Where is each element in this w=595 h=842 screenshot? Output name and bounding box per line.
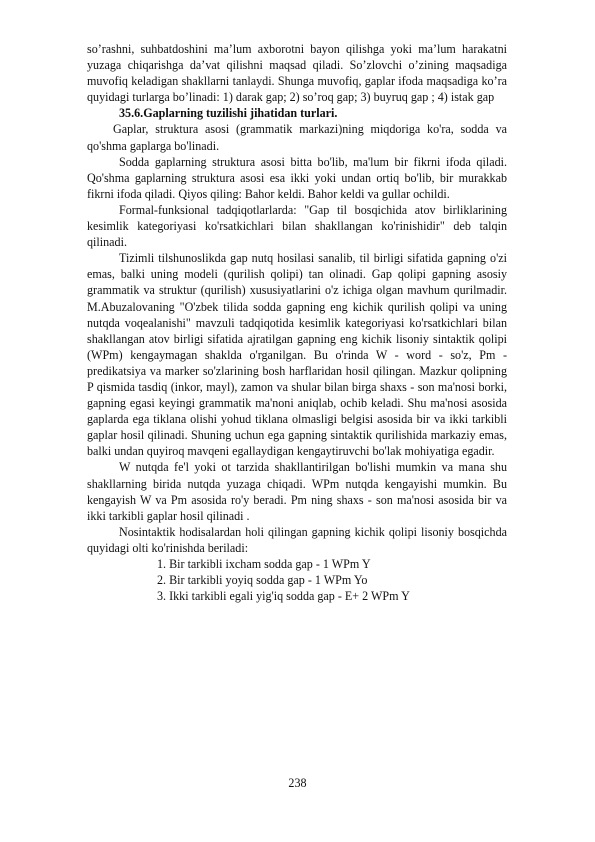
paragraph-gaplar: Gaplar, struktura asosi (grammatik markazi)ning miqdoriga ko'ra, sodda va qo'shma gaplarga bo'linadi.: [87, 122, 507, 153]
paragraph-intro: so’rashni, suhbatdoshini ma’lum axborotni bayon qilishga yoki ma’lum harakatni yuzaga chiqarishga da’vat qilishni maqsad qiladi. So’zlovchi o’zining maqsadiga muvofiq keladigan shakllarni tanlaydi. Shunga muvofiq, gaplar ifoda maqsadiga ko’ra quyidagi turlarga bo’linadi: 1) darak gap; 2) so’roq gap; 3) buyruq gap ; 4) istak gap: [87, 42, 507, 105]
list-item: 3. Ikki tarkibli egali yig'iq sodda gap - E+ 2 WPm Y: [157, 589, 410, 604]
paragraph-tizimli: Tizimli tilshunoslikda gap nutq hosilasi sanalib, til birligi sifatida gapning o'zi emas, balki uning modeli (qurilish qolipi) tan olinadi. Gap qolipi gapning asosiy grammatik va struktur (qurilish) xususiyatlarini o'z ichiga olgan mavhum qurilmadir. M.Abuzalovaning "O'zbek tilida sodda gapning eng kichik qurilish qolipi va uning nutqda voqealanishi" mavzuli tadqiqotida kesimlik kategoriyasi ko'rsatkichlari bilan shakllangan atov birligi sifatida ajratilgan gapning eng kichik lisoniy sintaktik qolipi (WPm) kengaymagan shaklda o'rganilgan. Bu o'rinda W - word - so'z, Pm - predikatsiya va marker so'zlarining bosh harflaridan hosil qilingan. Mazkur qolipning P qismida tasdiq (inkor, mayl), zamon va shular bilan birga shaxs - son ma'nosi borki, gapning egasi keyingi grammatik ma'noni aniqlab, ochib keladi. Shu ma'nosi asosida gaplarda ega tiklana olishi yohud tiklana olmasligi belgisi asosida bir va ikki tarkibli gaplar hosil qilinadi. Shuning uchun ega gapning sintaktik qurilishida markaziy emas, balki undan quyiroq mavqeni egallaydigan kengaytiruvchi bo'lak mohiyatiga egadir.: [87, 251, 507, 459]
list-item: 1. Bir tarkibli ixcham sodda gap - 1 WPm Y: [157, 557, 371, 571]
paragraph-nosintaktik: Nosintaktik hodisalardan holi qilingan gapning kichik qolipi lisoniy bosqichda quyidagi olti ko'rinishda beriladi:: [87, 524, 507, 555]
page-number: 238: [288, 776, 307, 790]
paragraph-sodda: Sodda gaplarning struktura asosi bitta bo'lib, ma'lum bir fikrni ifoda qiladi. Qo'shma gaplarning struktura asosi esa ikki yoki undan ortiq bo'lib, bir murakkab fikrni ifoda qiladi. Qiyos qiling: Bahor keldi. Bahor keldi va gullar ochildi.: [87, 154, 507, 201]
paragraph-w-nutqda: W nutqda fe'l yoki ot tarzida shakllantirilgan bo'lishi mumkin va mana shu shakllarning birida nutqda yuzaga chiqadi. WPm nutqda kengayishi mumkin. Bu kengayish W va Pm asosida ro'y beradi. Pm ning shaxs - son ma'nosi asosida bir va ikki tarkibli gaplar hosil qilinadi .: [87, 460, 507, 523]
section-heading: 35.6.Gaplarning tuzilishi jihatidan turlari.: [119, 106, 338, 121]
list-item: 2. Bir tarkibli yoyiq sodda gap - 1 WPm Yo: [157, 573, 368, 588]
paragraph-formal: Formal-funksional tadqiqotlarlarda: "Gap til bosqichida atov birliklarining kesimlik kategoriyasi ko'rsatkichlari bilan shakllangan ko'rinishidir" deb talqin qilinadi.: [87, 202, 507, 250]
